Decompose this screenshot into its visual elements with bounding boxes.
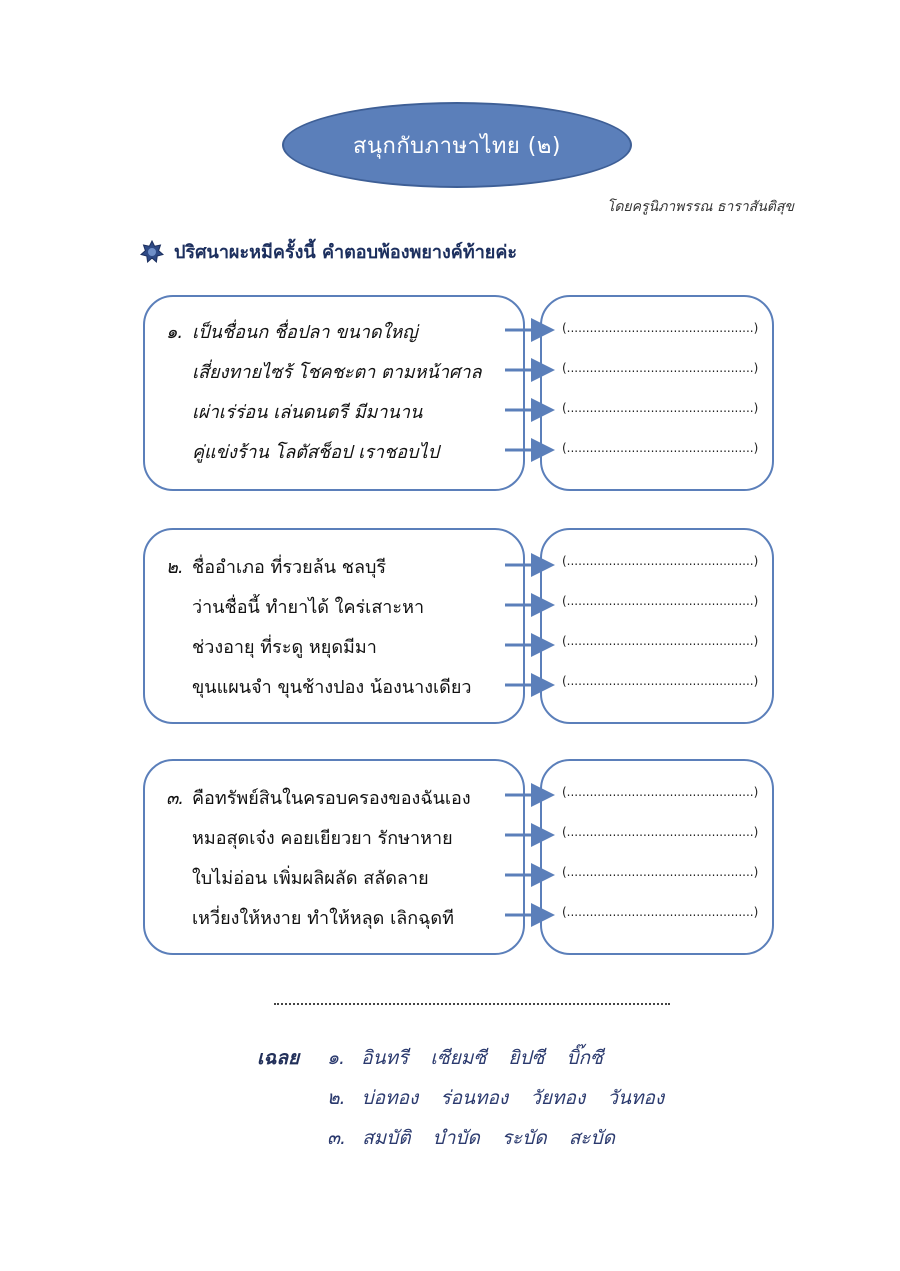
riddle-box-3 [143, 759, 525, 955]
riddle-line: ช่วงอายุ ที่ระดู หยุดมีมา [192, 637, 377, 658]
answer-box-1 [540, 295, 774, 491]
riddle-number: ๒. [166, 557, 184, 578]
riddle-line: ใบไม่อ่อน เพิ่มผลิผลัด สลัดลาย [192, 868, 429, 889]
answer-blank[interactable]: (.................................................) [562, 554, 759, 568]
instruction-heading [140, 237, 517, 266]
title-banner [282, 102, 632, 188]
riddle-line: เผ่าเร่ร่อน เล่นดนตรี มีมานาน [192, 402, 423, 423]
answer-box-2 [540, 528, 774, 724]
answer-key-number: ๑. [327, 1047, 346, 1069]
answer-key-item: สมบัติ [362, 1127, 411, 1149]
answer-key-row-2 [327, 1083, 680, 1113]
answer-box-3 [540, 759, 774, 955]
star-bullet-icon [140, 240, 164, 264]
dotted-separator [274, 1003, 670, 1005]
instruction-text: ปริศนาผะหมีครั้งนี้ คำตอบพ้องพยางค์ท้ายค่ะ [174, 242, 518, 263]
riddle-line: ว่านชื่อนี้ ทำยาได้ ใคร่เสาะหา [192, 597, 425, 618]
answer-key-item: บิ๊กซี [566, 1047, 603, 1069]
riddle-line: ๓. คือทรัพย์สินในครอบครองของฉันเอง [192, 783, 471, 812]
riddle-line: เสี่ยงทายไซร้ โชคชะตา ตามหน้าศาล [192, 362, 482, 383]
answer-blank[interactable]: (.................................................) [562, 634, 759, 648]
answer-blank[interactable]: (.................................................) [562, 441, 759, 455]
answer-key-row-1 [327, 1043, 619, 1073]
riddle-line: ๒. ชื่ออำเภอ ที่รวยล้น ชลบุรี [192, 552, 386, 581]
answer-blank[interactable]: (.................................................) [562, 825, 759, 839]
riddle-box-1 [143, 295, 525, 491]
author-credit: โดยครูนิภาพรรณ ธาราสันติสุข [606, 199, 794, 215]
answer-blank[interactable]: (.................................................) [562, 865, 759, 879]
riddle-number: ๓. [166, 788, 185, 809]
answer-key-item: วัยทอง [530, 1087, 586, 1109]
answer-key-item: วันทอง [607, 1087, 665, 1109]
riddle-line: ๑. เป็นชื่อนก ชื่อปลา ขนาดใหญ่ [192, 317, 418, 346]
answer-key-item: ยิปซี [508, 1047, 545, 1069]
riddle-line: หมอสุดเจ๋ง คอยเยียวยา รักษาหาย [192, 828, 453, 849]
answer-blank[interactable]: (.................................................) [562, 594, 759, 608]
answer-key-item: อินทรี [361, 1047, 409, 1069]
answer-blank[interactable]: (.................................................) [562, 905, 759, 919]
riddle-line: คู่แข่งร้าน โลตัสช็อป เราชอบไป [192, 442, 439, 463]
answer-key-item: บำบัด [432, 1127, 480, 1149]
answer-blank[interactable]: (.................................................) [562, 361, 759, 375]
page-title: สนุกกับภาษาไทย (๒) [353, 133, 561, 159]
riddle-box-2 [143, 528, 525, 724]
answer-key-item: เซียมซี [430, 1047, 487, 1069]
answer-blank[interactable]: (.................................................) [562, 321, 759, 335]
riddle-line: เหวี่ยงให้หงาย ทำให้หลุด เลิกฉุดที [192, 908, 454, 929]
answer-key-item: บ่อทอง [361, 1087, 419, 1109]
answer-key-item: ร่อนทอง [440, 1087, 509, 1109]
answer-key-item: ระบัด [501, 1127, 547, 1149]
answer-blank[interactable]: (.................................................) [562, 674, 759, 688]
answer-key-label: เฉลย [257, 1047, 300, 1069]
answer-key-number: ๓. [327, 1127, 347, 1149]
riddle-line: ขุนแผนจำ ขุนช้างปอง น้องนางเดียว [192, 677, 472, 698]
answer-blank[interactable]: (.................................................) [562, 785, 759, 799]
answer-key-item: สะบัด [568, 1127, 615, 1149]
answer-key-number: ๒. [327, 1087, 346, 1109]
answer-blank[interactable]: (.................................................) [562, 401, 759, 415]
answer-key-row-3 [327, 1123, 631, 1153]
riddle-number: ๑. [166, 322, 184, 343]
